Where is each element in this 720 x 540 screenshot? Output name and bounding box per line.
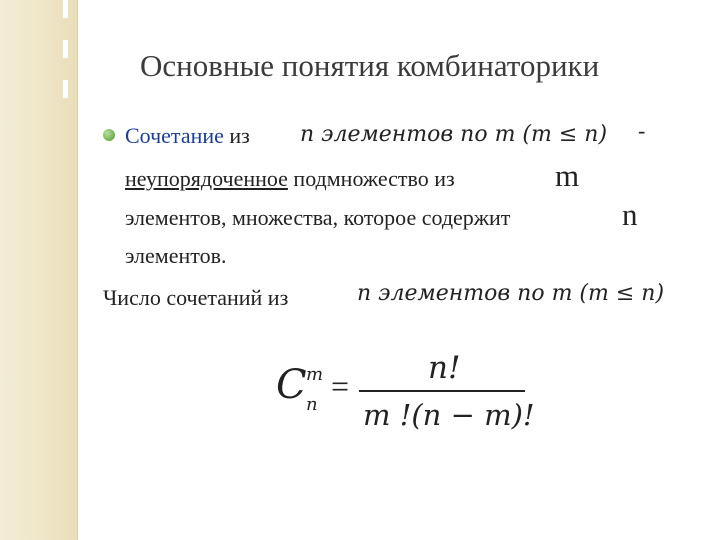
line-4-text: элементов. (125, 243, 227, 268)
formula-denominator: m !(n − m)! (363, 398, 535, 432)
sidebar-notch (63, 0, 68, 18)
fraction-bar (359, 390, 525, 392)
formula-superscript: m (306, 364, 324, 385)
from-label: из (223, 123, 250, 148)
count-label: Число сочетаний из (103, 285, 289, 310)
expression-n-by-m: n элементов по m (m ≤ n) (300, 122, 608, 147)
bullet-icon (103, 129, 115, 141)
sidebar-border (77, 0, 78, 540)
dash: - (638, 118, 646, 143)
bullet-line-2 (125, 166, 455, 192)
count-expression: n элементов по m (m ≤ n) (357, 281, 665, 306)
formula-numerator: n! (428, 350, 461, 386)
term-label: Сочетание (125, 123, 224, 148)
formula-subscript: n (306, 394, 318, 415)
var-m: m (555, 158, 580, 193)
underlined-word: неупорядоченное (125, 166, 288, 191)
var-n: n (622, 197, 638, 232)
slide-title: Основные понятия комбинаторики (140, 48, 600, 83)
formula-equals: = (331, 368, 350, 404)
line-3-text: элементов, множества, которое содержит (125, 205, 511, 230)
line-2-text: подмножество из (287, 166, 455, 191)
bullet-line-1 (125, 123, 250, 149)
formula-c: C (276, 362, 307, 408)
sidebar-notch (63, 80, 68, 98)
decorative-sidebar (0, 0, 78, 540)
sidebar-notch (63, 40, 68, 58)
